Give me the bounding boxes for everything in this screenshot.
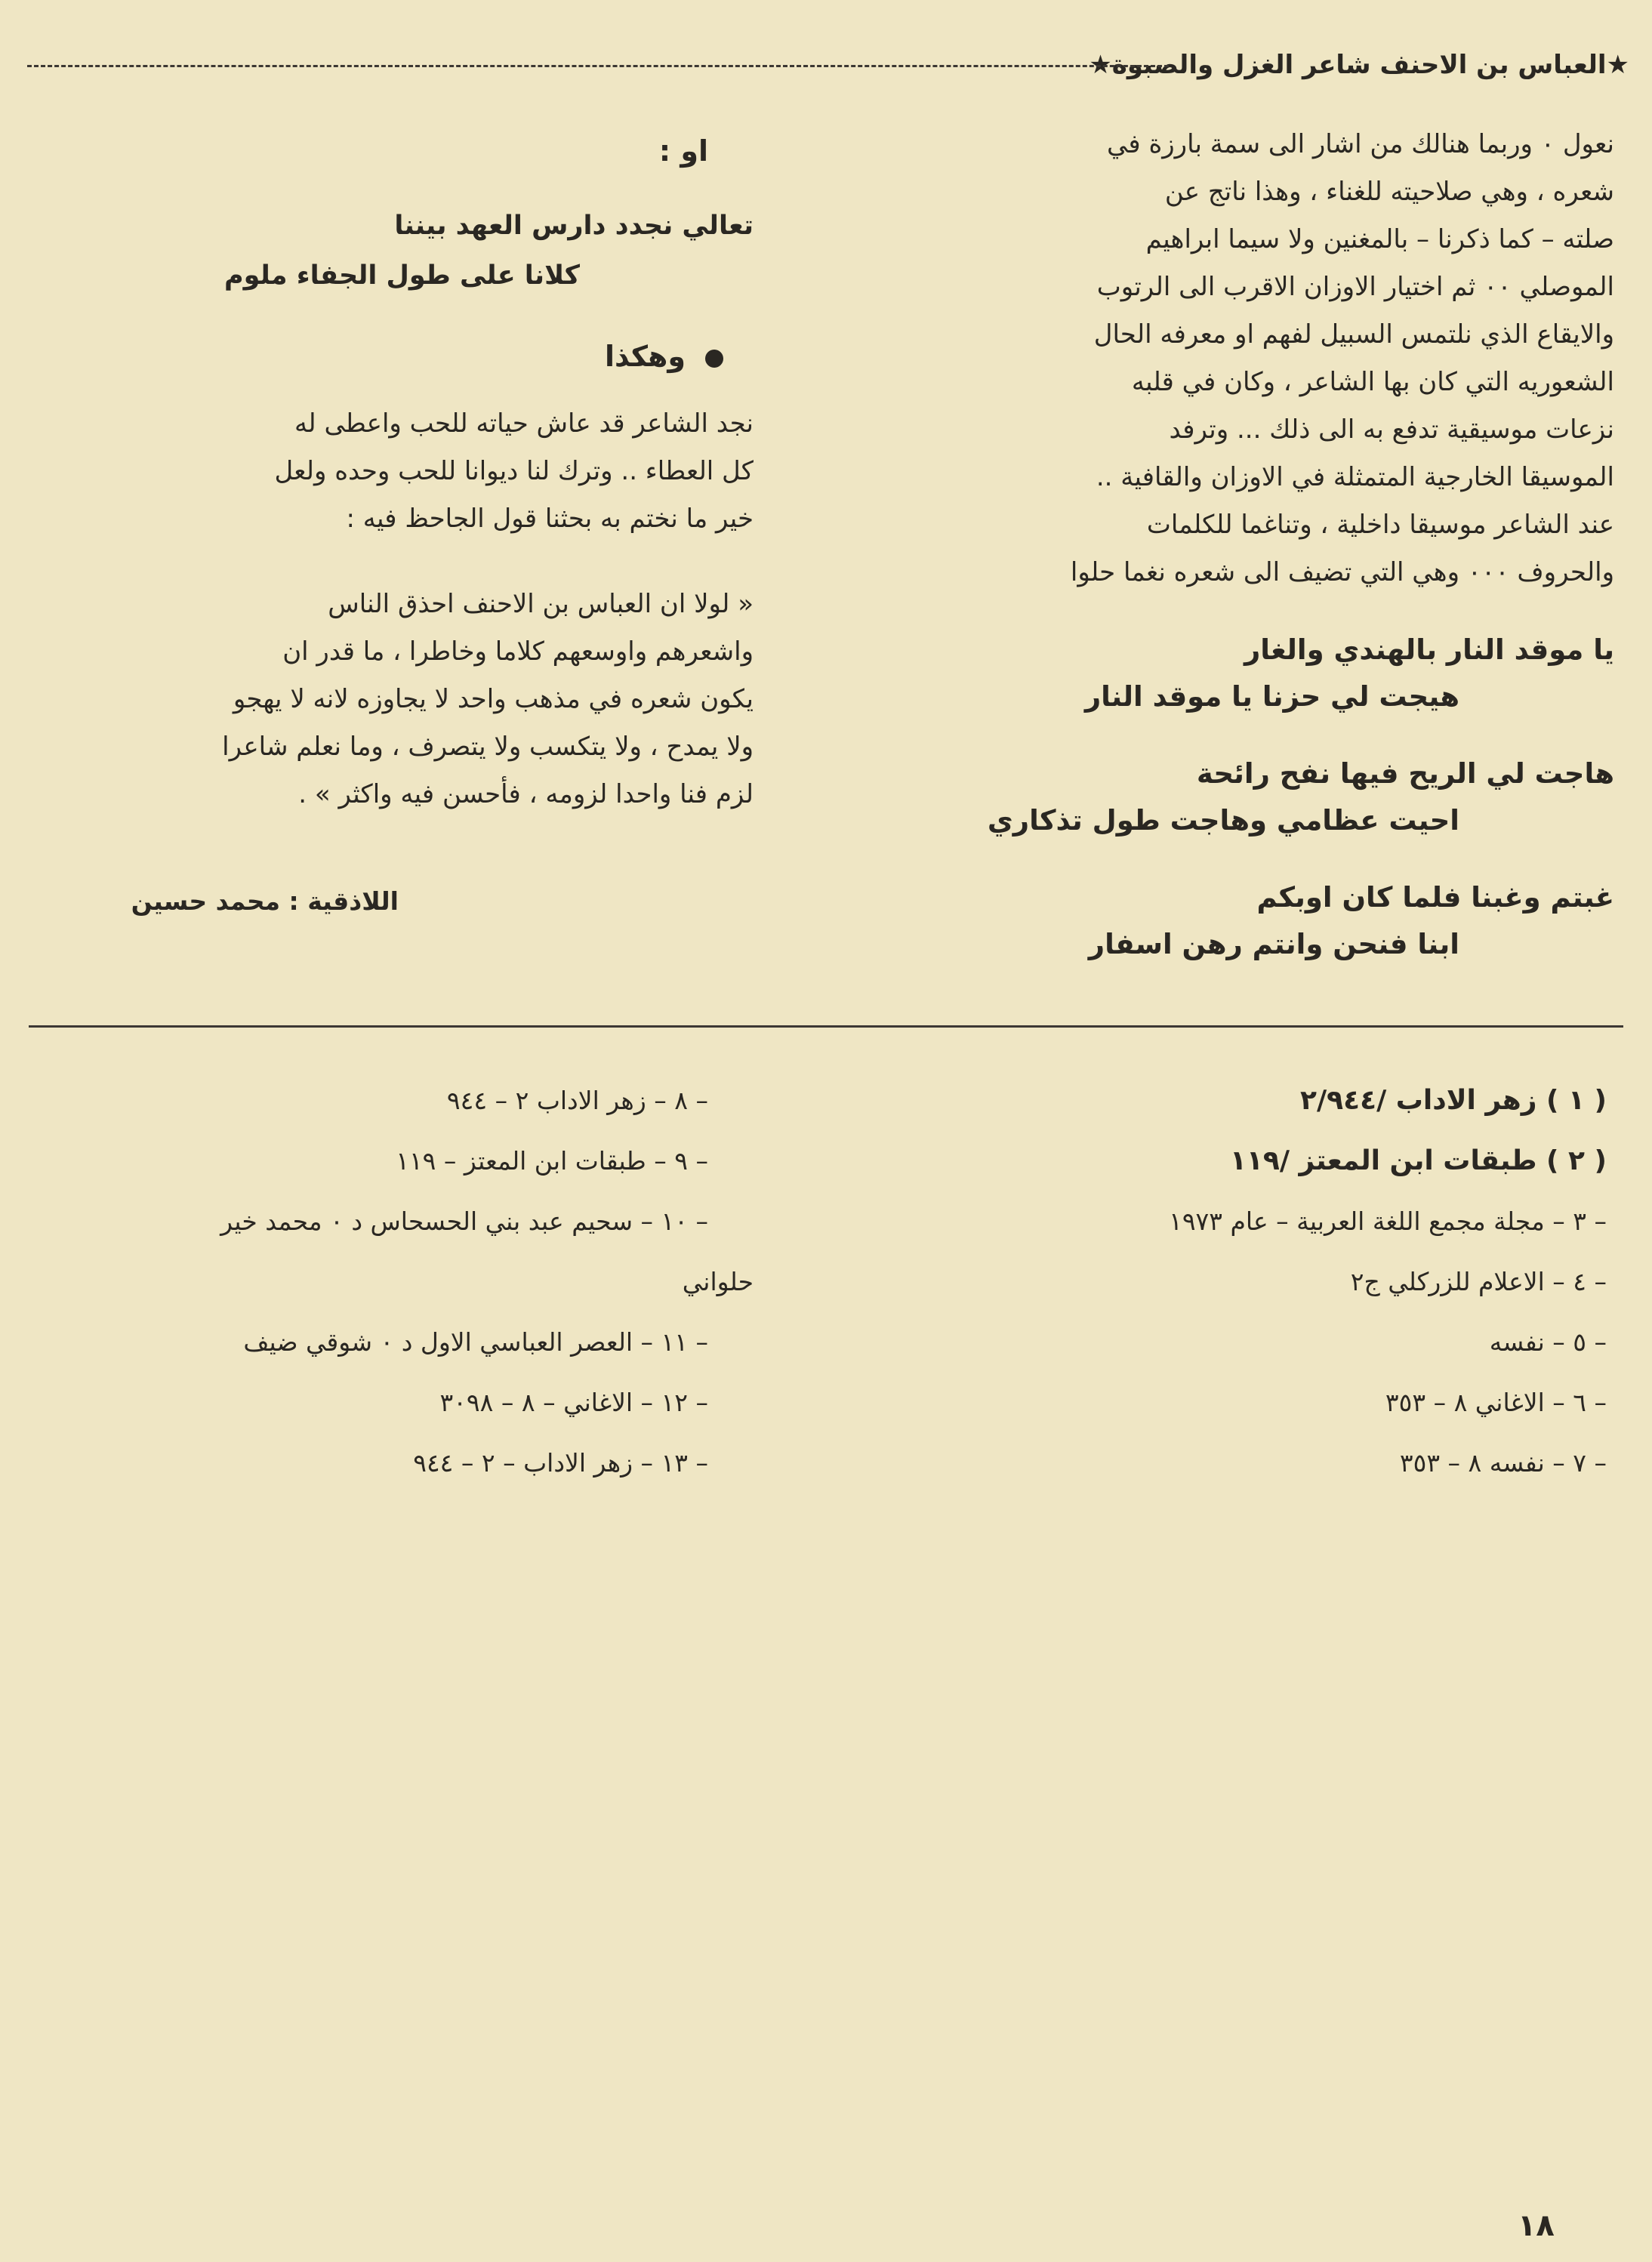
verse-line: كلانا على طول الجفاء ملوم (224, 260, 580, 291)
right-column (882, 121, 1614, 968)
footnote: – ١١ – العصر العباسي الاول د ٠ شوقي ضيف (243, 1327, 708, 1357)
footnote: – ١٠ – سحيم عبد بني الحسحاس د ٠ محمد خير (220, 1207, 708, 1236)
footnote: – ٥ – نفسه (1489, 1327, 1607, 1357)
connector-text: او : (658, 134, 708, 168)
author-signature: اللاذقية : محمد حسين (131, 886, 399, 916)
text-line: واشعرهم واوسعهم كلاما وخاطرا ، ما قدر ان (282, 636, 754, 667)
header-rule (27, 65, 1169, 67)
conclusion-paragraph (29, 400, 754, 543)
text-line: يكون شعره في مذهب واحد لا يجاوزه لانه لا يهجو (233, 684, 754, 714)
verse-line: تعالي نجدد دارس العهد بيننا (394, 211, 754, 241)
text-line: « لولا ان العباس بن الاحنف احذق الناس (328, 589, 754, 619)
verse-line: احيت عظامي وهاجت طول تذكاري (987, 804, 1459, 837)
verse-line: يا موقد النار بالهندي والغار (1244, 633, 1614, 666)
footnote-continuation: حلواني (682, 1267, 754, 1296)
text-line: لزم فنا واحدا لزومه ، فأحسن فيه واكثر » . (298, 779, 754, 809)
footnotes-left (29, 1071, 754, 1493)
text-line: الموسيقا الخارجية المتمثلة في الاوزان والقافية .. (1096, 462, 1614, 492)
jahiz-quote (29, 581, 754, 818)
body-paragraph (882, 121, 1614, 596)
section-heading (29, 334, 754, 379)
text-line: كل العطاء .. وترك لنا ديوانا للحب وحده ولعل (274, 456, 754, 486)
footnote: – ١٢ – الاغاني – ٨ – ٣٠٩٨ (439, 1388, 708, 1417)
text-line: شعره ، وهي صلاحيته للغناء ، وهذا ناتج عن (1164, 177, 1614, 207)
footnote: ( ٢ ) طبقات ابن المعتز /١١٩ (1229, 1145, 1607, 1176)
footnote: – ٤ – الاعلام للزركلي ج٢ (1350, 1267, 1607, 1296)
footnote: – ٦ – الاغاني ٨ – ٣٥٣ (1385, 1388, 1607, 1417)
text-line: ولا يمدح ، ولا يتكسب ولا يتصرف ، وما نعلم شاعرا (222, 732, 754, 762)
verse-line: غبتم وغبنا فلما كان اوبكم (1256, 881, 1614, 914)
left-column (29, 128, 754, 916)
footnote: – ١٣ – زهر الاداب – ٢ – ٩٤٤ (413, 1448, 708, 1478)
footnotes-right (852, 1071, 1607, 1493)
footnote: – ٨ – زهر الاداب ٢ – ٩٤٤ (446, 1086, 708, 1115)
footnote: – ٩ – طبقات ابن المعتز – ١١٩ (396, 1146, 708, 1176)
section-heading-text: وهكذا (604, 340, 686, 373)
text-line: والايقاع الذي نلتمس السبيل لفهم او معرفه الحال (1093, 319, 1614, 350)
text-line: والحروف ٠٠٠ وهي التي تضيف الى شعره نغما حلوا (1070, 557, 1614, 587)
verse-line: هيجت لي حزنا يا موقد النار (1084, 680, 1459, 713)
footnote: – ٧ – نفسه ٨ – ٣٥٣ (1399, 1448, 1607, 1478)
verse-line: هاجت لي الريح فيها نفح رائحة (1196, 757, 1614, 790)
text-line: الشعوريه التي كان بها الشاعر ، وكان في قلبه (1131, 367, 1614, 397)
text-line: نجد الشاعر قد عاش حياته للحب واعطى له (294, 408, 754, 439)
text-line: عند الشاعر موسيقا داخلية ، وتناغما للكلمات (1146, 510, 1614, 540)
poem-verses (882, 627, 1614, 968)
running-header: ★العباس بن الاحنف شاعر الغزل والصبوة★ (1089, 50, 1629, 80)
page-number: ١٨ (1518, 2208, 1555, 2243)
text-line: نزعات موسيقية تدفع به الى ذلك ... وترفد (1169, 414, 1614, 445)
text-line: الموصلي ٠٠ ثم اختيار الاوزان الاقرب الى الرتوب (1096, 272, 1614, 302)
text-line: نعول ٠ وربما هنالك من اشار الى سمة بارزة في (1107, 129, 1614, 159)
footnote: – ٣ – مجلة مجمع اللغة العربية – عام ١٩٧٣ (1169, 1207, 1607, 1236)
footnote: ( ١ ) زهر الاداب /٢/٩٤٤ (1300, 1085, 1607, 1116)
text-line: صلته – كما ذكرنا – بالمغنين ولا سيما ابراهيم (1145, 224, 1614, 254)
text-line: خير ما نختم به بحثنا قول الجاحظ فيه : (346, 504, 754, 534)
footnote-rule (29, 1025, 1623, 1028)
verse-line: ابنا فنحن وانتم رهن اسفار (1088, 928, 1459, 960)
bullet-icon (705, 350, 723, 368)
